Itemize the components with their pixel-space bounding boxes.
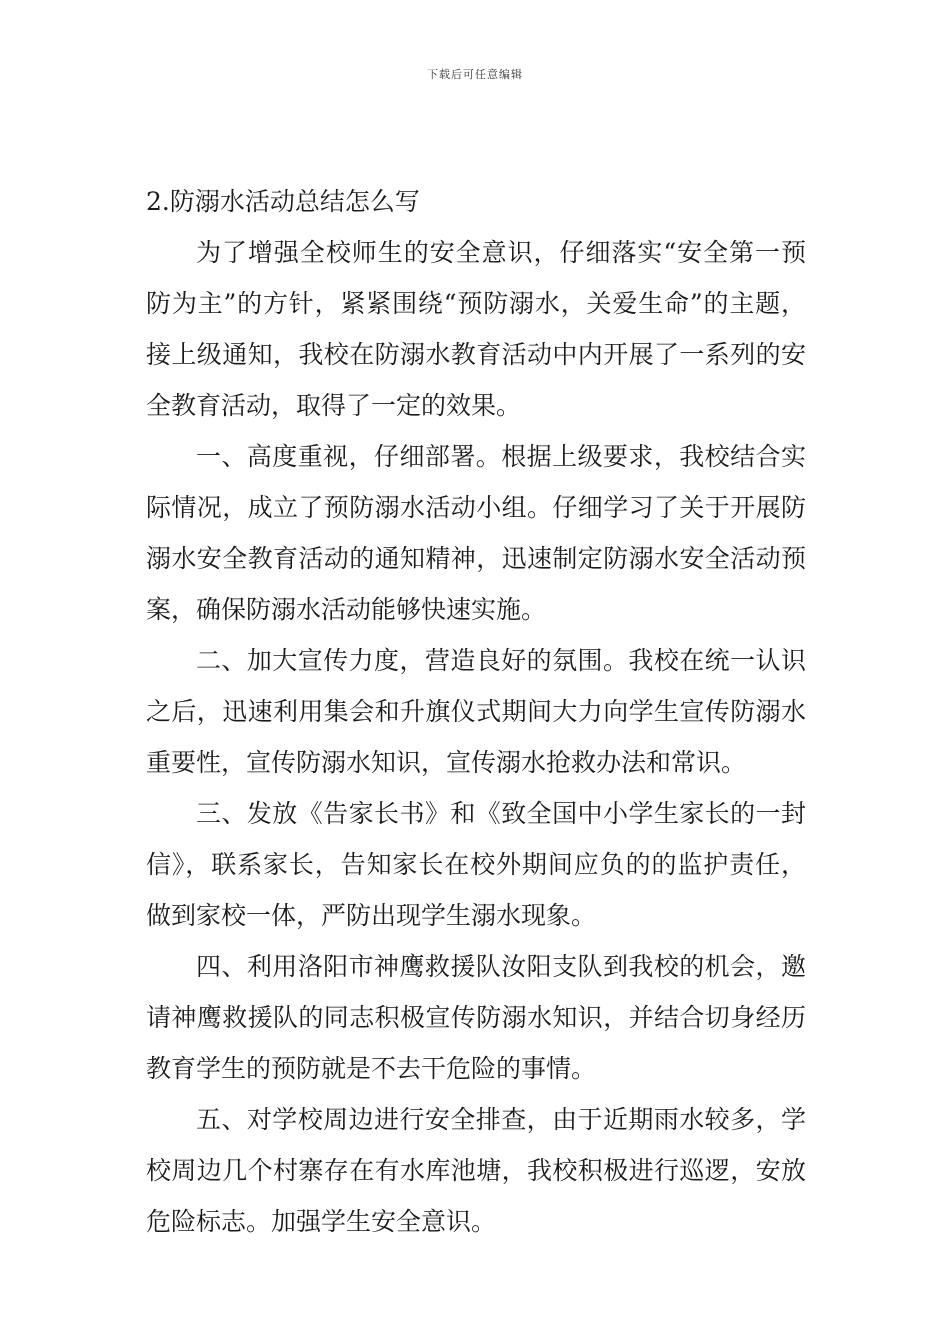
paragraph-point-5: 五、对学校周边进行安全排查，由于近期雨水较多，学校周边几个村寨存在有水库池塘，我校积极进行巡逻，安放危险标志。加强学生安全意识。 <box>146 1105 806 1236</box>
paragraph-point-2: 二、加大宣传力度，营造良好的氛围。我校在统一认识之后，迅速利用集会和升旗仪式期间大力向学生宣传防溺水重要性，宣传防溺水知识，宣传溺水抢救办法和常识。 <box>146 646 806 777</box>
page-header-note: 下载后可任意编辑 <box>427 68 523 81</box>
paragraph-point-1: 一、高度重视，仔细部署。根据上级要求，我校结合实际情况，成立了预防溺水活动小组。仔细学习了关于开展防溺水安全教育活动的通知精神，迅速制定防溺水安全活动预案，确保防溺水活动能够快速实施。 <box>146 442 806 624</box>
document-body <box>146 176 806 1247</box>
paragraph-intro: 为了增强全校师生的安全意识，仔细落实“安全第一预防为主”的方针，紧紧围绕“预防溺水，关爱生命”的主题，接上级通知，我校在防溺水教育活动中内开展了一系列的安全教育活动，取得了一定的效果。 <box>146 238 806 420</box>
paragraph-point-3: 三、发放《告家长书》和《致全国中小学生家长的一封信》，联系家长，告知家长在校外期间应负的的监护责任，做到家校一体，严防出现学生溺水现象。 <box>146 799 806 930</box>
section-title: 2.防溺水活动总结怎么写 <box>146 187 420 216</box>
paragraph-point-4: 四、利用洛阳市神鹰救援队汝阳支队到我校的机会，邀请神鹰救援队的同志积极宣传防溺水知识，并结合切身经历教育学生的预防就是不去干危险的事情。 <box>146 952 806 1083</box>
